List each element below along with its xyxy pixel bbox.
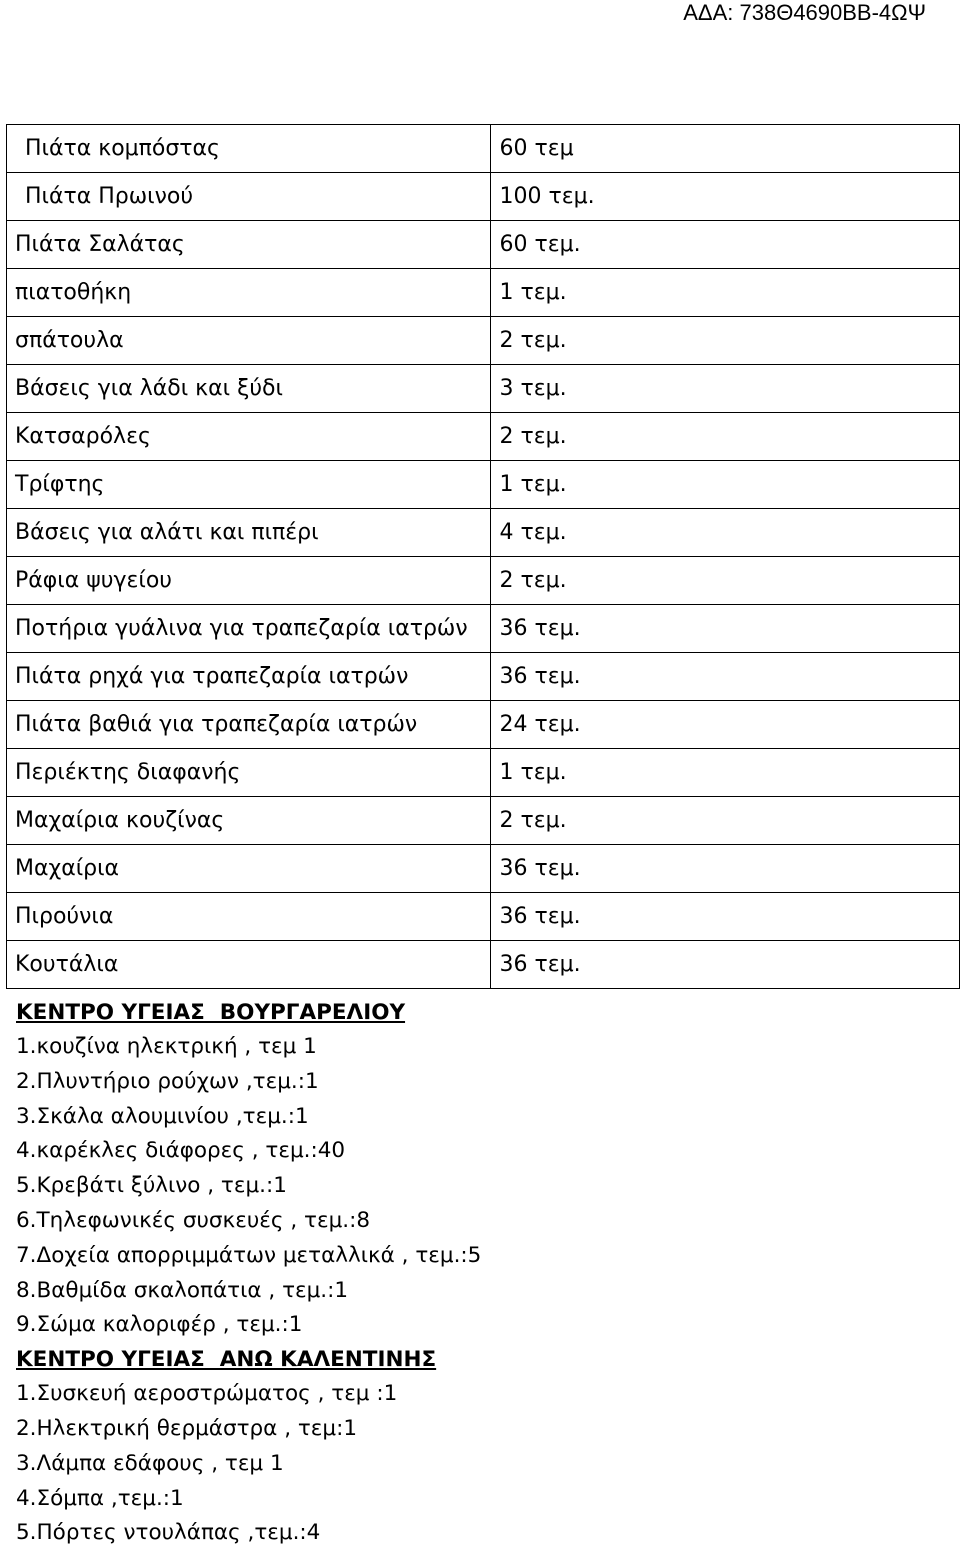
table-row bbox=[7, 893, 960, 941]
item-quantity: 24 τεμ. bbox=[491, 701, 960, 749]
list-item: 6.Τηλεφωνικές συσκευές , τεμ.:8 bbox=[16, 1207, 371, 1233]
item-quantity: 1 τεμ. bbox=[491, 749, 960, 797]
item-quantity: 36 τεμ. bbox=[491, 941, 960, 989]
table-row bbox=[7, 605, 960, 653]
item-name: Ράφια ψυγείου bbox=[7, 557, 491, 605]
table-row bbox=[7, 125, 960, 173]
table-row bbox=[7, 317, 960, 365]
items-table bbox=[6, 124, 960, 989]
item-name: Πιάτα κομπόστας bbox=[7, 125, 491, 173]
table-row bbox=[7, 461, 960, 509]
item-name: Πιάτα Σαλάτας bbox=[7, 221, 491, 269]
table-row bbox=[7, 509, 960, 557]
table-row bbox=[7, 365, 960, 413]
list-item: 3.Σκάλα αλουμινίου ,τεμ.:1 bbox=[16, 1103, 309, 1129]
table-row bbox=[7, 701, 960, 749]
table-row bbox=[7, 557, 960, 605]
item-name: Πιάτα ρηχά για τραπεζαρία ιατρών bbox=[7, 653, 491, 701]
item-name: Βάσεις για αλάτι και πιπέρι bbox=[7, 509, 491, 557]
list-item: 4.καρέκλες διάφορες , τεμ.:40 bbox=[16, 1138, 346, 1164]
item-name: σπάτουλα bbox=[7, 317, 491, 365]
table-row bbox=[7, 653, 960, 701]
table-row bbox=[7, 221, 960, 269]
list-item: 3.Λάμπα εδάφους , τεμ 1 bbox=[16, 1450, 284, 1476]
item-name: Μαχαίρια bbox=[7, 845, 491, 893]
item-quantity: 4 τεμ. bbox=[491, 509, 960, 557]
item-quantity: 2 τεμ. bbox=[491, 317, 960, 365]
table-row bbox=[7, 173, 960, 221]
item-quantity: 36 τεμ. bbox=[491, 893, 960, 941]
list-item: 5.Πόρτες ντουλάπας ,τεμ.:4 bbox=[16, 1520, 321, 1546]
item-name: Βάσεις για λάδι και ξύδι bbox=[7, 365, 491, 413]
item-name: Πιρούνια bbox=[7, 893, 491, 941]
item-quantity: 60 τεμ. bbox=[491, 221, 960, 269]
item-name: Ποτήρια γυάλινα για τραπεζαρία ιατρών bbox=[7, 605, 491, 653]
ada-code: ΑΔΑ: 738Θ4690ΒΒ-4ΩΨ bbox=[683, 0, 926, 25]
item-name: Πιάτα βαθιά για τραπεζαρία ιατρών bbox=[7, 701, 491, 749]
item-quantity: 2 τεμ. bbox=[491, 557, 960, 605]
item-quantity: 3 τεμ. bbox=[491, 365, 960, 413]
list-item: 2.Ηλεκτρική θερμάστρα , τεμ:1 bbox=[16, 1415, 358, 1441]
table-row bbox=[7, 749, 960, 797]
item-name: Τρίφτης bbox=[7, 461, 491, 509]
item-quantity: 36 τεμ. bbox=[491, 845, 960, 893]
table-row bbox=[7, 413, 960, 461]
item-quantity: 2 τεμ. bbox=[491, 797, 960, 845]
list-item: 1.Συσκευή αεροστρώματος , τεμ :1 bbox=[16, 1381, 398, 1407]
item-quantity: 1 τεμ. bbox=[491, 269, 960, 317]
item-name: πιατοθήκη bbox=[7, 269, 491, 317]
item-name: Πιάτα Πρωινού bbox=[7, 173, 491, 221]
section-title-vourgareli: ΚΕΝΤΡΟ ΥΓΕΙΑΣ ΒΟΥΡΓΑΡΕΛΙΟΥ bbox=[16, 1000, 406, 1025]
item-quantity: 100 τεμ. bbox=[491, 173, 960, 221]
list-item: 2.Πλυντήριο ρούχων ,τεμ.:1 bbox=[16, 1068, 319, 1094]
list-item: 4.Σόμπα ,τεμ.:1 bbox=[16, 1485, 184, 1511]
table-row bbox=[7, 797, 960, 845]
item-quantity: 36 τεμ. bbox=[491, 605, 960, 653]
table-row bbox=[7, 941, 960, 989]
item-name: Περιέκτης διαφανής bbox=[7, 749, 491, 797]
item-name: Μαχαίρια κουζίνας bbox=[7, 797, 491, 845]
list-item: 1.κουζίνα ηλεκτρική , τεμ 1 bbox=[16, 1034, 317, 1059]
list-item: 5.Κρεβάτι ξύλινο , τεμ.:1 bbox=[16, 1173, 287, 1199]
section-title-ano-kalentini: ΚΕΝΤΡΟ ΥΓΕΙΑΣ ΑΝΩ ΚΑΛΕΝΤΙΝΗΣ bbox=[16, 1347, 437, 1373]
list-item: 7.Δοχεία απορριμμάτων μεταλλικά , τεμ.:5 bbox=[16, 1242, 482, 1268]
table-row bbox=[7, 845, 960, 893]
table-row bbox=[7, 269, 960, 317]
list-item: 9.Σώμα καλοριφέρ , τεμ.:1 bbox=[16, 1312, 303, 1338]
item-name: Κουτάλια bbox=[7, 941, 491, 989]
health-centers-list bbox=[16, 996, 481, 1551]
item-quantity: 2 τεμ. bbox=[491, 413, 960, 461]
item-name: Κατσαρόλες bbox=[7, 413, 491, 461]
item-quantity: 1 τεμ. bbox=[491, 461, 960, 509]
item-quantity: 60 τεμ bbox=[491, 125, 960, 173]
list-item: 8.Βαθμίδα σκαλοπάτια , τεμ.:1 bbox=[16, 1277, 349, 1303]
item-quantity: 36 τεμ. bbox=[491, 653, 960, 701]
